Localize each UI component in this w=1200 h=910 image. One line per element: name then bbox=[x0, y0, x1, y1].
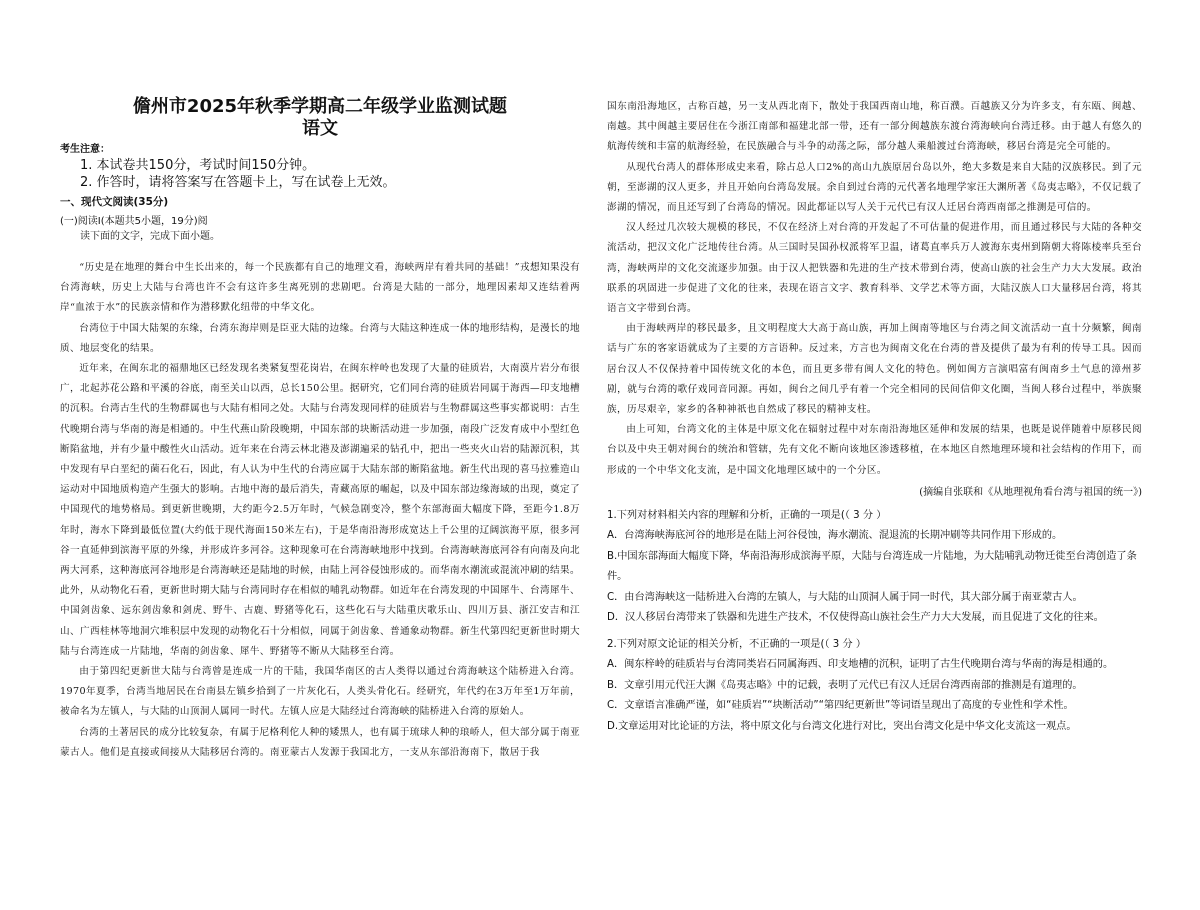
paragraph-5: 台湾的土著居民的成分比较复杂，有属于尼格利佗人种的矮黑人，也有属于琉球人种的琅峤人，但大部分属于南亚蒙古人。他们是直接或间接从大陆移居台湾的。南亚蒙古人发源于我国北方，一支从东部沿海南下，散居于我 bbox=[60, 726, 580, 758]
question-2-option-d: D.文章运用对比论证的方法，将中原文化与台湾文化进行对比，突出台湾文化是中华文化支流这一观点。 bbox=[607, 720, 1077, 732]
question-2-option-c: C．文章语言准确严谨，如“硅质岩”“块断活动”“第四纪更新世”等词语呈现出了高度的专业性和学术性。 bbox=[607, 700, 1074, 712]
paragraph-1: “历史是在地理的舞台中生长出来的，每一个民族都有自己的地理文看，海峡两岸有着共同的基础！”戎想知果没有台湾海峡，历史上大陆与台湾也许不会有这许多生离死别的悲剧吧。台湾是大陆的一部分，地理因素却又连结着两岸“血浓于水”的民族亲情和作为潜移默化纽带的中华文化。 bbox=[60, 262, 580, 314]
paragraph-10: 由上可知，台湾文化的主体是中原文化在辐射过程中对东南沿海地区延伸和发展的结果，也既是说伴随着中原移民阅台以及中央王朝对闽台的统治和管辖，先有文化不断向该地区渗透移植，在本地区自然地理环境和社会结构的作用下，而形成的一个中华文化支流，是中国文化地理区域中的一个分区。 bbox=[607, 424, 1142, 476]
note-item-2: 2. 作答时，请将答案写在答题卡上，写在试卷上无效。 bbox=[80, 175, 396, 190]
paragraph-4: 由于第四纪更新世大陆与台湾曾是连成一片的干陆，我国华南区的古人类得以通过台湾海峡这个陆桥进入台湾。1970年夏季，台湾当地居民在台南县左镇乡拾到了一片灰化石，人类头骨化石。经研究，年代约在3万年至1万年前，被命名为左镇人，与大陆的山顶洞人属同一时代。左镇人应是大陆经过台湾海峡的陆桥进入台湾的原始人。 bbox=[60, 666, 580, 718]
reading-instruction: 读下面的文字，完成下面小题。 bbox=[80, 231, 220, 242]
paragraph-3: 近年来，在闽东北的福鼎地区已经发现名类紧复型花岗岩，在闽东梓岭也发现了大量的硅质岩，大南漠片岩分布很广，北起苏花公路和平溪的谷底，南至关山以西，总长150公里。据研究，它们同台湾的硅质岩同属于海西—印支地槽的沉积。台湾古生代的生物群属也与大陆有相同之处。大陆与台湾发现同样的硅质岩与生物群属这些事实都说明：古生代晚期台湾与华南的海是相通的。中生代燕山阶段晚期，中国东部的块断活动进一步加强，南段广泛发育成中小型红色断陷盆地，并有少量中酸性火山活动。近年来在台湾云林北港及澎湖遍采的钻孔中，把出一些夹火山岩的陆源沉积，其中发现有早白垩纪的菌石化石，因此，有人认为中生代的台湾应属于大陆东部的断陷盆地。新生代出现的喜马拉雅造山运动对中国地质构造产生强大的影响。古地中海的最后消失，青藏高原的崛起，以及中国东部边缘海域的出现，奠定了中国现代的地势格局。到更新世晚期，大约距今2.5万年时，气候急剧变冷，整个东部海面大幅度下降，至距今1.8万年时，海水下降到最低位置(大约低于现代海面150米左右)，于是华南沿海形成宽达上千公里的辽阔滨海平原，很多河谷一直延伸到滨海平原的外缘，并形成许多河谷。这种现象可在台湾海峡地形中找到。台湾海峡海底河谷有向南及向北两大河系，这种海底河谷地形是台湾海峡还是陆地的时候，由陆上河谷侵蚀形成的。而华南水潮流或混流冲刷的结果。此外，从动物化石看，更新世时期大陆与台湾同时存在相似的哺乳动物群。如近年在台湾发现的中国犀牛、台湾犀牛、中国剑齿象、远东剑齿象和剑虎、野牛、古鹿、野猪等化石，这些化石与大陆重庆歌乐山、四川万县、浙江安吉和江山、广西桂林等地洞穴堆积层中发现的动物化石十分相似，同属于剑齿象、普通象动物群。新生代第四纪更新世时期大陆与台湾连成一片陆地，华南的剑齿象、犀牛、野猪等不断从大陆移至台湾。 bbox=[60, 363, 580, 657]
question-2-option-b: B．文章引用元代汪大渊《岛夷志略》中的记载，表明了元代已有汉人迁居台湾西南部的推测是有道理的。 bbox=[607, 679, 1083, 691]
question-2-stem: 2.下列对原文论证的相关分析，不正确的一项是(（ 3 分 ） bbox=[607, 638, 867, 650]
note-item-1: 1. 本试卷共150分，考试时间150分钟。 bbox=[80, 158, 316, 173]
notes-heading: 考生注意： bbox=[60, 144, 110, 155]
exam-title: 儋州市2025年秋季学期高二年级学业监测试题 bbox=[132, 96, 508, 117]
section-heading: 一、现代文阅读(35分) bbox=[60, 196, 169, 208]
left-column-text bbox=[60, 258, 580, 763]
paragraph-6: 国东南沿海地区，古称百越，另一支从西北南下，散处于我国西南山地，称百濮。百越族又分为许多支，有东瓯、闽越、南越。其中闽越主要居住在今浙江南部和福建北部一带，还有一部分闽越族东渡台湾海峡向台湾迁移。由于越人有悠久的航海传统和丰富的航海经验，在民族融合与斗争的动荡之际，部分越人乘船渡过台湾海峡，移居台湾是完全可能的。 bbox=[607, 101, 1142, 153]
reading-header: (一)阅读Ⅰ(本题共5小题，19分)阅 bbox=[60, 216, 208, 227]
title-block bbox=[60, 96, 580, 140]
question-1-stem: 1.下列对材料相关内容的理解和分析，正确的一项是(（ 3 分 ） bbox=[607, 509, 887, 521]
spacer bbox=[607, 629, 1142, 632]
paragraph-9: 由于海峡两岸的移民最多，且文明程度大大高于高山族，再加上闽南等地区与台湾之间文流活动一直十分频繁，闽南话与广东的客家语就成为了主要的方言语种。反过来，方言也为闽南文化在台湾的普及提供了最为有利的传导工具。因而居台汉人不仅保持着中国传统文化的本色，而且更多带有闽人文化的特色。例如闽方言演唱富有闽南乡土气息的漳州芗剧，就与台湾的歌仔戏同音同源。再如，闽台之间几乎有着一个完全相同的民间信仰文化圈，当闽人移台过程中，举族聚族，历尽艰辛，家乡的各种神祇也自然成了移民的精神支柱。 bbox=[607, 323, 1142, 416]
source-citation: (摘编自张联和《从地理视角看台湾与祖国的统一》) bbox=[919, 486, 1142, 498]
question-1-option-c: C．由台湾海峡这一陆桥进入台湾的左镇人，与大陆的山顶洞人属于同一时代，其大部分属于南亚蒙古人。 bbox=[607, 591, 1083, 603]
candidate-notes bbox=[60, 143, 580, 244]
question-2-option-a: A．闽东梓岭的硅质岩与台湾同类岩石同属海西、印支地槽的沉积，证明了古生代晚期台湾与华南的海是相通的。 bbox=[607, 659, 1114, 671]
question-1-option-b: B.中国东部海面大幅度下降，华南沿海形成滨海平原，大陆与台湾连成一片陆地，为大陆哺乳动物迁徙至台湾创造了条件。 bbox=[607, 550, 1137, 583]
exam-subject: 语文 bbox=[302, 118, 338, 139]
question-1-option-d: D．汉人移居台湾带来了铁器和先进生产技术，不仅使得高山族社会生产力大大发展，而且促进了文化的往来。 bbox=[607, 612, 1104, 624]
right-column bbox=[607, 97, 1142, 737]
question-1-option-a: A．台湾海峡海底河谷的地形是在陆上河谷侵蚀，海水潮流、混退流的长期冲刷等共同作用下形成的。 bbox=[607, 530, 1063, 542]
paragraph-2: 台湾位于中国大陆架的东缘，台湾东海岸则是臣亚大陆的边缘。台湾与大陆这种连成一体的地形结构，是漫长的地质、地层变化的结果。 bbox=[60, 322, 580, 354]
paragraph-8: 汉人经过几次较大规模的移民，不仅在经济上对台湾的开发起了不可估量的促进作用，而且通过移民与大陆的各种交流活动，把汉文化广泛地传往台湾。从三国时吴国孙权派将军卫温，诸葛直率兵万人渡海东夷州到隋朝大将陈棱率兵至台湾，海峡两岸的文化交流逐步加强。由于汉人把铁器和先进的生产技术带到台湾，使高山族的社会生产力大大发展。政治联系的巩固进一步促进了文化的往来，表现在语言文字、教育科举、文学艺术等方面，大陆汉族人口大量移居台湾，将其语言文字带到台湾。 bbox=[607, 222, 1142, 315]
paragraph-7: 从现代台湾人的群体形成史来看，除占总人口2%的高山九族原居台岛以外，绝大多数是来自大陆的汉族移民。到了元朝，至澎湖的汉人更多，并且开始向台湾岛发展。余自到过台湾的元代著名地理学家汪大渊所著《岛夷志略》，不仅记载了澎湖的情况，而且还写到了台湾岛的情况。因此都证以写人关于元代已有汉人迁居台湾西南部之推测是可信的。 bbox=[607, 161, 1142, 214]
